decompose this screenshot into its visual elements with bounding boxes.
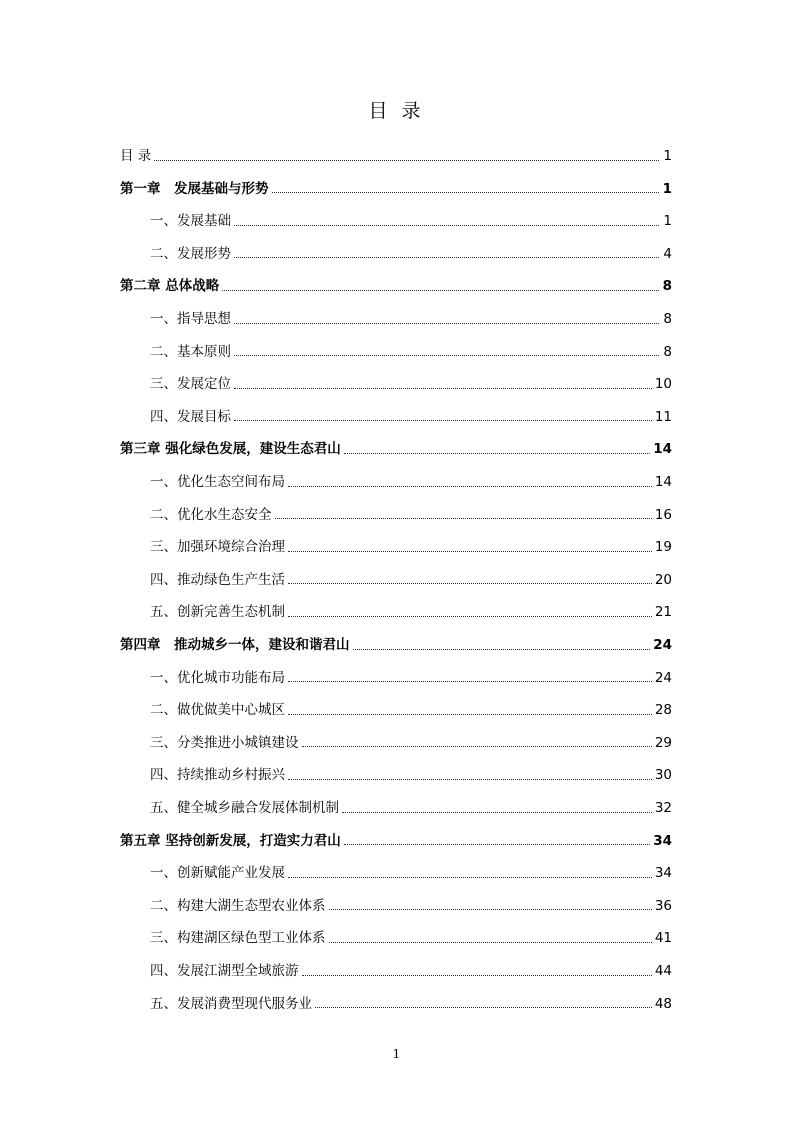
dot-leader [234, 257, 659, 258]
dot-leader [329, 909, 652, 910]
toc-chapter-entry[interactable] [120, 270, 672, 303]
toc-entry[interactable] [150, 499, 672, 532]
dot-leader [272, 192, 660, 193]
dot-leader [344, 844, 651, 845]
toc-entry[interactable] [150, 531, 672, 564]
toc-entry[interactable] [120, 140, 672, 173]
toc-entry-label: 二、优化水生态安全 [150, 506, 272, 523]
toc-entry-label: 一、优化生态空间布局 [150, 474, 285, 490]
toc-entry[interactable] [150, 890, 672, 923]
toc-entry-label: 第一章 发展基础与形势 [120, 180, 269, 197]
toc-entry-page: 10 [654, 376, 672, 393]
toc-entry-label: 一、指导思想 [150, 311, 231, 327]
toc-entry-page: 1 [663, 213, 672, 230]
toc-entry[interactable] [150, 922, 672, 955]
toc-entry-page: 14 [654, 474, 672, 490]
dot-leader [234, 388, 652, 389]
toc-entry-label: 一、优化城市功能布局 [150, 669, 285, 686]
toc-entry-label: 三、发展定位 [150, 376, 231, 393]
toc-entry[interactable] [150, 792, 672, 825]
toc-chapter-entry[interactable] [120, 433, 672, 466]
dot-leader [288, 714, 652, 715]
toc-entry-label: 第四章 推动城乡一体，建设和谐君山 [120, 637, 350, 653]
toc-entry-label: 五、创新完善生态机制 [150, 604, 285, 621]
toc-entry-page: 8 [663, 311, 672, 327]
toc-entry-page: 34 [653, 832, 672, 849]
toc-entry-label: 三、分类推进小城镇建设 [150, 734, 299, 751]
toc-entry[interactable] [150, 336, 672, 369]
dot-leader [315, 1007, 652, 1008]
toc-entry-label: 二、做优做美中心城区 [150, 702, 285, 719]
toc-entry-page: 21 [654, 604, 672, 621]
toc-entry[interactable] [150, 466, 672, 499]
toc-entry[interactable] [150, 988, 672, 1021]
dot-leader [288, 486, 652, 487]
dot-leader [154, 160, 659, 161]
toc-entry-page: 29 [654, 734, 672, 751]
toc-entry-label: 五、发展消费型现代服务业 [150, 995, 312, 1012]
toc-entry-page: 41 [654, 930, 672, 947]
toc-entry-page: 11 [654, 408, 672, 425]
toc-entry-page: 36 [654, 897, 672, 914]
dot-leader [288, 551, 652, 552]
dot-leader [234, 355, 659, 356]
toc-entry[interactable] [150, 759, 672, 792]
toc-entry[interactable] [150, 955, 672, 988]
toc-entry-label: 一、创新赋能产业发展 [150, 865, 285, 882]
dot-leader [353, 649, 651, 650]
dot-leader [288, 583, 652, 584]
toc-entry-page: 24 [654, 669, 672, 686]
toc-entry-page: 8 [663, 343, 672, 360]
toc-entry[interactable] [150, 238, 672, 271]
toc-entry-label: 四、持续推动乡村振兴 [150, 767, 285, 784]
toc-entry[interactable] [150, 662, 672, 695]
toc-entry-label: 二、基本原则 [150, 343, 231, 360]
toc-entry-label: 四、发展江湖型全域旅游 [150, 963, 299, 979]
dot-leader [288, 681, 652, 682]
toc-entry-page: 16 [654, 506, 672, 523]
dot-leader [302, 746, 652, 747]
toc-entry-page: 20 [654, 571, 672, 588]
toc-entry-page: 44 [654, 963, 672, 979]
toc-entry-label: 第三章 强化绿色发展，建设生态君山 [120, 441, 341, 458]
toc-entry[interactable] [150, 368, 672, 401]
toc-entry-page: 1 [662, 180, 672, 197]
dot-leader [275, 518, 652, 519]
toc-entry-label: 一、发展基础 [150, 213, 231, 230]
toc-entry-page: 48 [654, 995, 672, 1012]
toc-entry-label: 第五章 坚持创新发展，打造实力君山 [120, 832, 341, 849]
toc-entry-label: 目 录 [120, 148, 152, 164]
toc-entry[interactable] [150, 564, 672, 597]
dot-leader [288, 877, 652, 878]
toc-entry-label: 二、发展形势 [150, 245, 231, 262]
toc-chapter-entry[interactable] [120, 825, 672, 858]
toc-entry[interactable] [150, 401, 672, 434]
toc-entry[interactable] [150, 205, 672, 238]
dot-leader [344, 453, 651, 454]
toc-entry-label: 三、加强环境综合治理 [150, 539, 285, 556]
toc-entry-page: 14 [653, 441, 672, 458]
toc-entry-label: 四、发展目标 [150, 408, 231, 425]
dot-leader [288, 616, 652, 617]
toc-entry-page: 1 [663, 148, 672, 164]
dot-leader [342, 812, 652, 813]
toc-entry-page: 8 [662, 278, 672, 295]
dot-leader [288, 779, 652, 780]
dot-leader [234, 420, 652, 421]
toc-entry-label: 三、构建湖区绿色型工业体系 [150, 930, 326, 947]
toc-chapter-entry[interactable] [120, 629, 672, 662]
toc-entry-label: 四、推动绿色生产生活 [150, 571, 285, 588]
toc-entry-page: 28 [654, 702, 672, 719]
toc-entry[interactable] [150, 596, 672, 629]
toc-entry-page: 30 [654, 767, 672, 784]
dot-leader [234, 225, 659, 226]
toc-entry[interactable] [150, 857, 672, 890]
toc-chapter-entry[interactable] [120, 173, 672, 206]
toc-entry-page: 34 [654, 865, 672, 882]
toc-entry[interactable] [150, 727, 672, 760]
dot-leader [222, 290, 659, 291]
dot-leader [234, 323, 659, 324]
toc-entry-page: 4 [663, 245, 672, 262]
toc-entry[interactable] [150, 694, 672, 727]
toc-entry-label: 二、构建大湖生态型农业体系 [150, 897, 326, 914]
page-title: 目 录 [368, 100, 425, 122]
toc-entry-page: 24 [653, 637, 672, 653]
toc-entry-page: 19 [654, 539, 672, 556]
toc-entry-label: 第二章 总体战略 [120, 278, 220, 295]
page-number: 1 [392, 1047, 401, 1061]
dot-leader [329, 942, 652, 943]
toc-entry[interactable] [150, 303, 672, 336]
toc-entry-page: 32 [654, 800, 672, 816]
dot-leader [302, 975, 652, 976]
toc-entry-label: 五、健全城乡融合发展体制机制 [150, 800, 339, 816]
